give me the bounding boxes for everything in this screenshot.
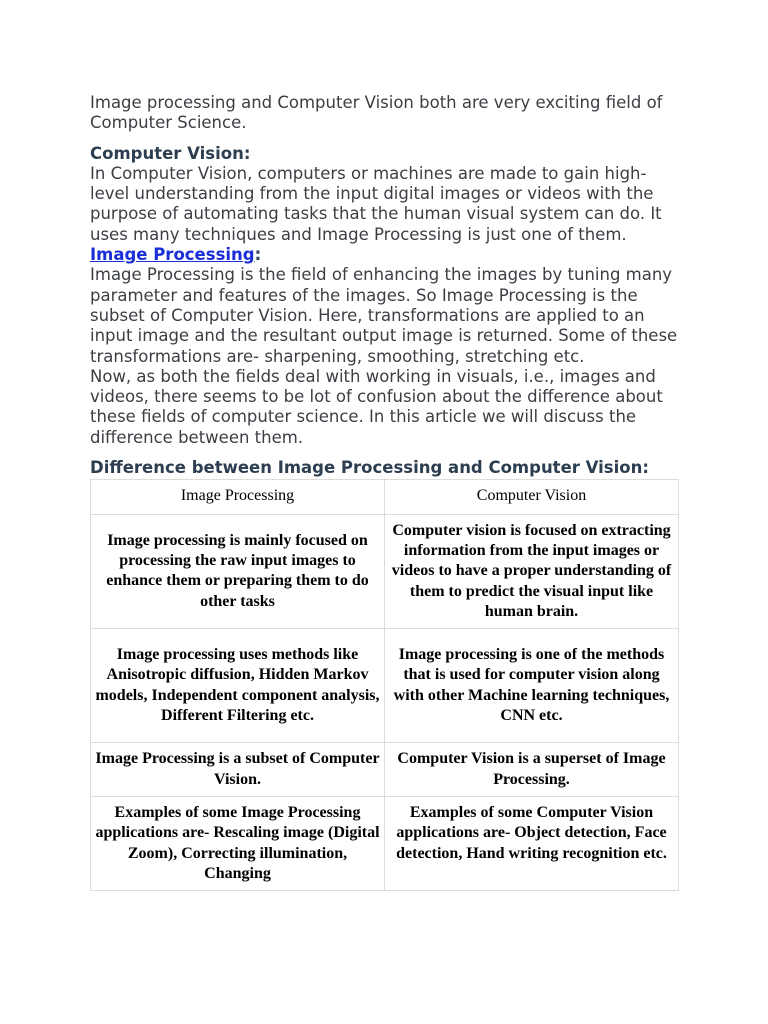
table-header-computer-vision: Computer Vision xyxy=(385,480,679,514)
image-processing-link[interactable]: Image Processing xyxy=(90,245,255,265)
table-cell: Examples of some Image Processing applications are- Rescaling image (Digital Zoom), Correcting illumination, Changing xyxy=(91,797,385,891)
computer-vision-paragraph: In Computer Vision, computers or machines are made to gain high-level understanding from the input digital images or videos with the purpose of automating tasks that the human visual system can do. It uses many techniques and Image Processing is just one of them. xyxy=(90,163,662,244)
article-body xyxy=(90,93,682,891)
table-row xyxy=(91,743,679,797)
image-processing-paragraph: Image Processing is the field of enhancing the images by tuning many parameter and features of the images. So Image Processing is the subset of Computer Vision. Here, transformations are applied to an input image and the resultant output image is returned. Some of these transformations are- sharpening, smoothing, stretching etc. xyxy=(90,265,678,366)
table-cell: Examples of some Computer Vision applications are- Object detection, Face detection, Hand writing recognition etc. xyxy=(385,797,679,891)
table-cell: Computer vision is focused on extracting information from the input images or videos to have a proper understanding of them to predict the visual input like human brain. xyxy=(385,514,679,628)
table-cell: Image processing uses methods like Anisotropic diffusion, Hidden Markov models, Independent component analysis, Different Filtering etc. xyxy=(91,629,385,743)
discussion-paragraph: Now, as both the fields deal with working in visuals, i.e., images and videos, there seems to be lot of confusion about the difference about these fields of computer science. In this article we will discuss the difference between them. xyxy=(90,366,663,447)
table-cell: Computer Vision is a superset of Image Processing. xyxy=(385,743,679,797)
intro-paragraph: Image processing and Computer Vision both are very exciting field of Computer Science. xyxy=(90,93,663,133)
table-header-row xyxy=(91,480,679,514)
image-processing-heading xyxy=(90,245,682,265)
table-cell: Image Processing is a subset of Computer Vision. xyxy=(91,743,385,797)
table-row xyxy=(91,629,679,743)
table-row xyxy=(91,514,679,628)
table-cell: Image processing is one of the methods that is used for computer vision along with other Machine learning techniques, CNN etc. xyxy=(385,629,679,743)
image-processing-heading-colon: : xyxy=(254,245,262,265)
table-header-image-processing: Image Processing xyxy=(91,480,385,514)
computer-vision-heading: Computer Vision: xyxy=(90,143,251,163)
difference-table-title: Difference between Image Processing and Computer Vision: xyxy=(90,458,649,478)
difference-table xyxy=(90,479,679,891)
table-cell: Image processing is mainly focused on processing the raw input images to enhance them or preparing them to do other tasks xyxy=(91,514,385,628)
table-row xyxy=(91,797,679,891)
